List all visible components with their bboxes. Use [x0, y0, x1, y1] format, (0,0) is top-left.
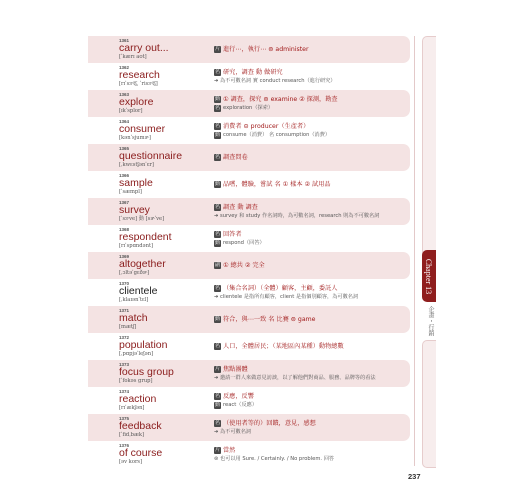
part-of-speech-badge: 片	[214, 46, 220, 52]
entry-number: 1366	[119, 173, 130, 178]
headword: population	[119, 339, 168, 351]
note-line	[214, 105, 410, 112]
part-of-speech-badge: 名	[214, 104, 220, 111]
thumb-index-upper	[422, 36, 436, 262]
note-line	[214, 294, 410, 301]
definition-block	[214, 90, 410, 117]
part-of-speech-badge: 副	[214, 262, 220, 268]
headword: carry out...	[119, 42, 169, 54]
note-line	[214, 429, 410, 436]
definition-block	[214, 414, 410, 441]
headword: sample	[119, 177, 153, 189]
note-line	[214, 132, 410, 139]
definition-text: react（反應）	[223, 401, 258, 408]
definition-text: ➜ 為不可數名詞	[214, 428, 252, 435]
vocab-entry	[88, 36, 410, 63]
pronunciation: [ˈkærɪ aʊt]	[119, 54, 147, 60]
definition-text: 進行⋯，執行⋯ ⊜ administer	[223, 46, 309, 53]
definition-line	[214, 343, 410, 350]
vocab-entry	[88, 90, 410, 117]
note-line	[214, 213, 410, 220]
entry-number: 1373	[119, 362, 130, 367]
vocab-entry	[88, 414, 410, 441]
definition-line	[214, 366, 410, 373]
vocab-entry	[88, 225, 410, 252]
vocab-entry	[88, 306, 410, 333]
definition-line	[214, 393, 410, 400]
definition-line	[214, 285, 410, 292]
headword: focus group	[119, 366, 174, 378]
definition-line	[214, 46, 410, 53]
definition-text: 回答者	[223, 230, 242, 238]
definition-text: 符合，與⋯一致 名 比賽 ⊜ game	[223, 316, 316, 323]
definition-text: ① 調查，探究 ⊜ examine ② 探測，勘查	[223, 95, 338, 103]
pronunciation: [rɪˈsɝtʃ, ˈrisɝtʃ]	[119, 81, 158, 87]
note-line	[214, 402, 410, 409]
entry-number: 1368	[119, 227, 130, 232]
vocab-entry	[88, 387, 410, 414]
definition-line	[214, 204, 410, 211]
headword: respondent	[119, 231, 172, 243]
vocab-entry	[88, 360, 410, 387]
headword: consumer	[119, 123, 166, 135]
headword: match	[119, 312, 148, 324]
part-of-speech-badge: 名	[214, 154, 220, 160]
pronunciation: [ˈsɝve] 動 [sɚˈve]	[119, 216, 165, 222]
definition-line	[214, 69, 410, 76]
part-of-speech-badge: 名	[214, 203, 220, 210]
headword: survey	[119, 204, 150, 216]
pronunciation: [ˈsæmpl]	[119, 189, 142, 195]
definition-text: 反應，反響	[223, 392, 254, 400]
definition-text: （使用者等的）回饋，意見，感想	[223, 419, 316, 427]
note-line	[214, 240, 410, 247]
entry-number: 1367	[119, 200, 130, 205]
definition-text: ➜ clientele 是指所有顧客，client 是指個別顧客，為可數名詞	[214, 293, 359, 300]
headword: research	[119, 69, 160, 81]
definition-block	[214, 279, 410, 306]
part-of-speech-badge: 名	[214, 68, 220, 75]
entry-number: 1362	[119, 65, 130, 70]
definition-text: 品嚐，體驗，嘗試 名 ① 樣本 ② 試用品	[223, 181, 331, 188]
definition-block	[214, 36, 410, 63]
definition-text: ① 總共 ② 完全	[223, 262, 265, 269]
entry-number: 1374	[119, 389, 130, 394]
entry-number: 1372	[119, 335, 130, 340]
part-of-speech-badge: 動	[214, 316, 220, 322]
definition-text: 人口，全體居民；（某地區內某種）動物總數	[223, 343, 344, 350]
definition-block	[214, 225, 410, 252]
definition-text: 調查 動 調查	[223, 203, 258, 211]
definition-block	[214, 306, 410, 333]
headword: explore	[119, 96, 154, 108]
vocab-entry	[88, 117, 410, 144]
part-of-speech-badge: 名	[214, 419, 220, 426]
part-of-speech-badge: 動	[214, 181, 220, 187]
entry-number: 1363	[119, 92, 130, 97]
definition-block	[214, 441, 410, 468]
chapter-tab[interactable]	[422, 250, 436, 302]
definition-line	[214, 231, 410, 238]
part-of-speech-badge: 名	[214, 230, 220, 237]
pronunciation: [əv kors]	[119, 459, 143, 465]
pronunciation: [ˌklaɪənˈtɛl]	[119, 297, 149, 303]
pronunciation: [mætʃ]	[119, 324, 137, 330]
definition-block	[214, 333, 410, 360]
part-of-speech-badge: 片	[214, 446, 220, 453]
definition-line	[214, 96, 410, 103]
entry-number: 1371	[119, 308, 130, 313]
pronunciation: [ˈfidˌbæk]	[119, 432, 145, 438]
definition-text: ⊜ 也可以用 Sure. / Certainly. / No problem. 回答	[214, 455, 335, 462]
definition-line	[214, 316, 410, 323]
part-of-speech-badge: 名	[214, 284, 220, 291]
definition-block	[214, 360, 410, 387]
definition-text: 研究，調查 動 做研究	[223, 68, 283, 76]
definition-text: 焦點團體	[223, 365, 248, 373]
definition-block	[214, 144, 410, 171]
thumb-index-lower	[422, 340, 436, 468]
vocab-entry	[88, 441, 410, 468]
headword: clientele	[119, 285, 158, 297]
definition-block	[214, 63, 410, 90]
pronunciation: [ɪkˈsplor]	[119, 108, 143, 114]
chapter-tab-label: Chapter 13	[424, 258, 434, 294]
definition-block	[214, 198, 410, 225]
pronunciation: [rɪˈspɑndənt]	[119, 243, 154, 249]
pronunciation: [ˌkwɛstʃənˈɛr]	[119, 162, 154, 168]
vocab-entry	[88, 279, 410, 306]
entry-number: 1369	[119, 254, 130, 259]
definition-line	[214, 123, 410, 130]
headword: altogether	[119, 258, 166, 270]
definition-line	[214, 181, 410, 188]
definition-text: （集合名詞）（全體）顧客，主顧，委託人	[223, 284, 338, 292]
vocab-entry	[88, 144, 410, 171]
definition-text: exploration（探索）	[223, 104, 274, 111]
note-line	[214, 375, 410, 382]
definition-block	[214, 117, 410, 144]
definition-line	[214, 154, 410, 161]
definition-text: 消費者 ⊝ producer（生產者）	[223, 122, 310, 130]
definition-text: consume（消費） 名 consumption（消費）	[223, 131, 331, 138]
part-of-speech-badge: 動	[214, 95, 220, 102]
entry-number: 1376	[119, 443, 130, 448]
part-of-speech-badge: 名	[214, 122, 220, 129]
vocab-entry	[88, 252, 410, 279]
part-of-speech-badge: 動	[214, 239, 220, 246]
margin-rule	[414, 36, 415, 466]
definition-text: ➜ survey 和 study 作名詞時，為可數名詞，research 則為不可數名詞	[214, 212, 380, 219]
chapter-title: 企畫・行銷	[427, 306, 434, 336]
pronunciation: [kənˈsjumɚ]	[119, 135, 151, 141]
definition-block	[214, 252, 410, 279]
entry-number: 1364	[119, 119, 130, 124]
entry-number: 1370	[119, 281, 130, 286]
headword: questionnaire	[119, 150, 183, 162]
headword: feedback	[119, 420, 162, 432]
pronunciation: [rɪˈækʃən]	[119, 405, 145, 411]
definition-line	[214, 447, 410, 454]
vocab-entry	[88, 171, 410, 198]
note-line	[214, 456, 410, 463]
headword: of course	[119, 447, 163, 459]
pronunciation: [ˌpɑpjəˈleʃən]	[119, 351, 154, 357]
part-of-speech-badge: 名	[214, 392, 220, 399]
part-of-speech-badge: 片	[214, 365, 220, 372]
definition-block	[214, 171, 410, 198]
part-of-speech-badge: 動	[214, 131, 220, 138]
vocab-entry	[88, 198, 410, 225]
definition-line	[214, 420, 410, 427]
pronunciation: [ˌɔltəˈgɛðɚ]	[119, 270, 150, 276]
definition-text: respond（回答）	[223, 239, 265, 246]
headword: reaction	[119, 393, 157, 405]
page-number: 237	[408, 472, 421, 481]
definition-text: ➜ 為不可數名詞 實 conduct research（進行研究）	[214, 77, 336, 84]
entry-number: 1365	[119, 146, 130, 151]
part-of-speech-badge: 動	[214, 401, 220, 408]
definition-text: ➜ 邀請一群人來做意見訪談，以了解他們對商品、服務、品牌等的看法	[214, 374, 376, 381]
part-of-speech-badge: 名	[214, 343, 220, 349]
definition-line	[214, 262, 410, 269]
definition-block	[214, 387, 410, 414]
vocab-entry	[88, 63, 410, 90]
entry-number: 1361	[119, 38, 130, 43]
entry-number: 1375	[119, 416, 130, 421]
pronunciation: [ˈfokəs grup]	[119, 378, 153, 384]
note-line	[214, 78, 410, 85]
definition-text: 當然	[223, 446, 236, 454]
entry-list	[88, 36, 410, 468]
definition-text: 調查問卷	[223, 154, 248, 161]
vocab-entry	[88, 333, 410, 360]
